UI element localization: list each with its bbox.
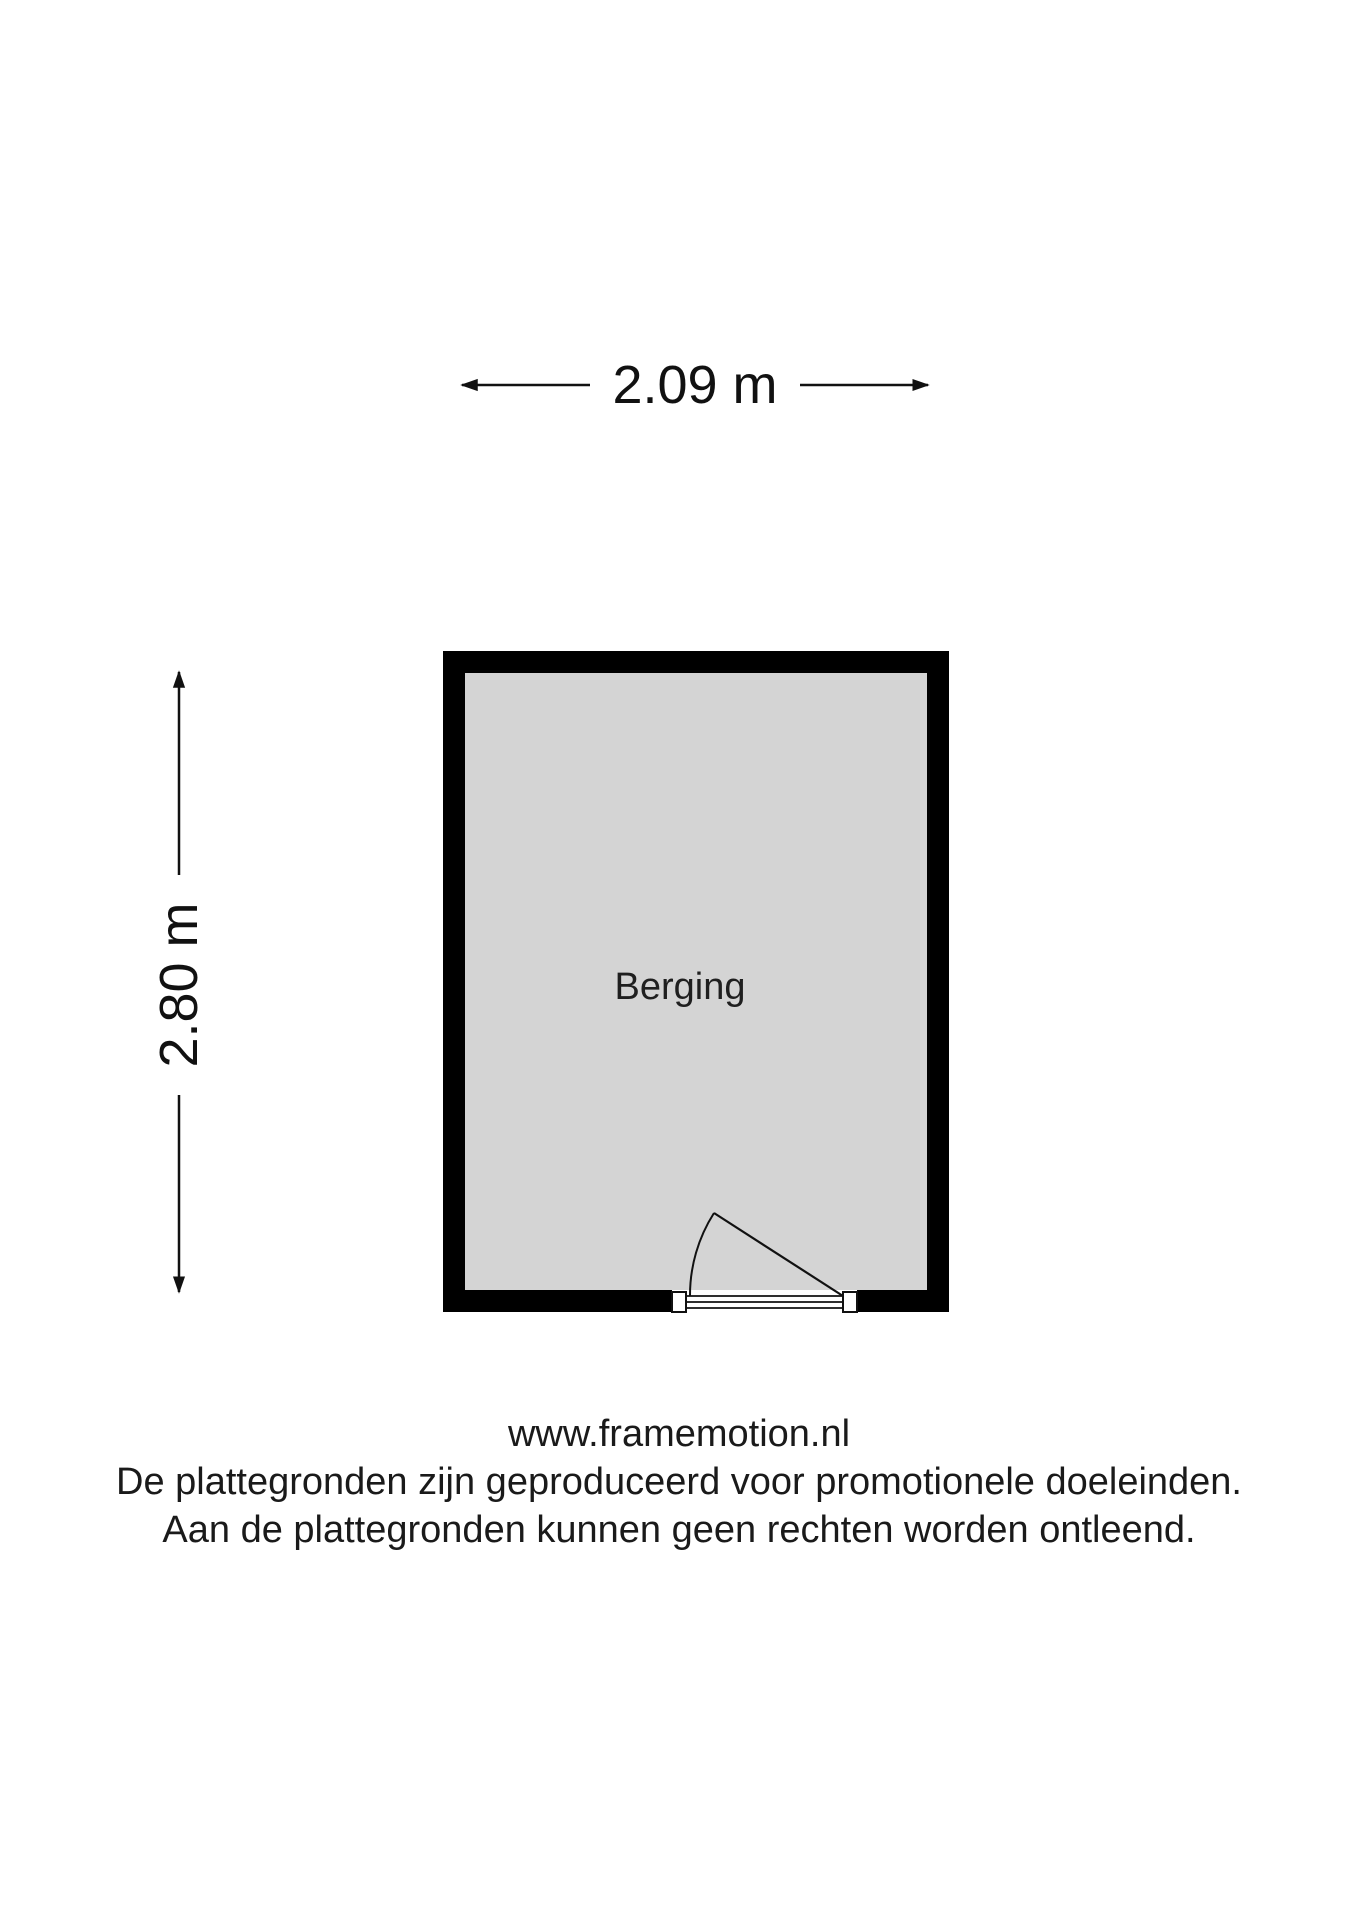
width-dimension [462,355,928,415]
height-dimension [149,672,209,1292]
door-jamb-right [843,1292,857,1312]
footer-disclaimer-line1: De plattegronden zijn geproduceerd voor promotionele doeleinden. [116,1461,1242,1503]
footer [0,1410,1358,1554]
footer-website: www.framemotion.nl [507,1413,851,1455]
width-dimension-label: 2.09 m [612,355,778,415]
height-dimension-label: 2.80 m [149,902,209,1068]
room-label: Berging [614,966,746,1008]
room-berging [443,651,949,1312]
footer-disclaimer-line2: Aan de plattegronden kunnen geen rechten worden ontleend. [162,1509,1196,1551]
door-jamb-left [672,1292,686,1312]
